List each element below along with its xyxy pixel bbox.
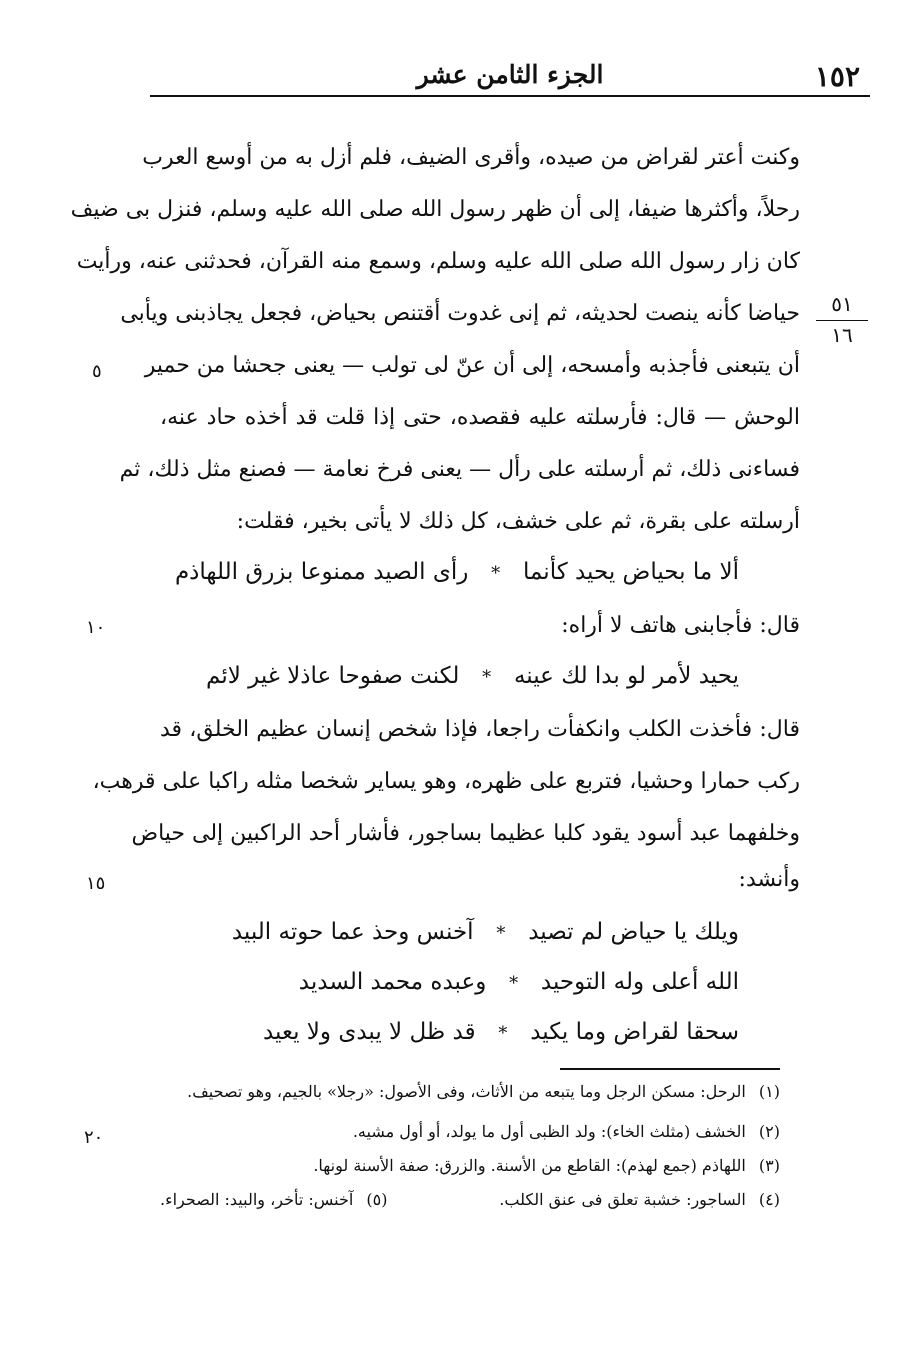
footnote-5-number: (٥) xyxy=(366,1190,388,1209)
page-header xyxy=(150,58,870,96)
header-rule xyxy=(150,95,870,97)
margin-reference-bottom: ١٦ xyxy=(831,323,853,347)
verse-1 xyxy=(175,550,739,596)
verse-2-left-hemistich: لكنت صفوحا عاذلا غير لائم xyxy=(206,663,460,689)
verse-separator: * xyxy=(509,973,519,994)
verse-separator: * xyxy=(496,923,506,944)
margin-reference xyxy=(812,292,872,349)
verse-5 xyxy=(263,1010,739,1056)
footnote-5-text: آخنس: تأخر، والبيد: الصحراء. xyxy=(160,1190,354,1209)
body-line-13: وأنشد: xyxy=(738,867,800,892)
body-line-12: وخلفهما عبد أسود يقود كلبا عظيما بساجور، فأشار أحد الراكبين إلى حياض xyxy=(131,821,800,846)
verse-1-right-hemistich: ألا ما بحياض يحيد كأنما xyxy=(522,559,739,585)
verse-separator: * xyxy=(498,1023,508,1044)
body-line-3: كان زار رسول الله صلى الله عليه وسلم، وسمع منه القرآن، فحدثنى عنه، ورأيت xyxy=(76,249,800,274)
body-line-2: رحلاً، وأكثرها ضيفا، إلى أن ظهر رسول الله صلى الله عليه وسلم، فنزل بى ضيف xyxy=(70,197,800,222)
verse-3-right-hemistich: ويلك يا حياض لم تصيد xyxy=(528,919,739,945)
body-line-4: حياضا كأنه ينصت لحديثه، ثم إنى غدوت أقتنص بحياض، فجعل يجاذبنى ويأبى xyxy=(120,301,800,326)
footnote-2-number: (٢) xyxy=(758,1122,780,1141)
footnote-3-text: اللهاذم (جمع لهذم): القاطع من الأسنة. والزرق: صفة الأسنة لونها. xyxy=(313,1156,746,1175)
body-line-11: ركب حمارا وحشيا، فتربع على ظهره، وهو يساير شخصا مثله راكبا على قرهب، xyxy=(92,769,800,794)
line-number-20: ٢٠ xyxy=(84,1127,104,1148)
verse-3 xyxy=(232,910,739,956)
margin-reference-top: ٥١ xyxy=(831,292,853,316)
footnote-2-text: الخشف (مثلث الخاء): ولد الظبى أول ما يولد، أو أول مشيه. xyxy=(352,1122,746,1141)
body-line-8: أرسلته على بقرة، ثم على خشف، كل ذلك لا يأتى بخير، فقلت: xyxy=(236,509,800,534)
line-number-10: ١٠ xyxy=(86,617,106,638)
verse-4-right-hemistich: الله أعلى وله التوحيد xyxy=(540,969,739,995)
verse-3-left-hemistich: آخنس وحذ عما حوته البيد xyxy=(231,919,474,945)
verse-4 xyxy=(299,960,739,1006)
body-line-6: الوحش — قال: فأرسلته عليه فقصده، حتى إذا قلت قد أخذه حاد عنه، xyxy=(160,405,800,430)
footnote-4 xyxy=(499,1186,780,1214)
margin-reference-rule xyxy=(816,320,868,321)
footnote-4-text: الساجور: خشبة تعلق فى عنق الكلب. xyxy=(499,1190,746,1209)
body-line-5: أن يتبعنى فأجذبه وأمسحه، إلى أن عنّ لى تولب — يعنى جحشا من حمير xyxy=(144,353,800,378)
footnote-1-number: (١) xyxy=(758,1082,780,1101)
page-number: ١٥٢ xyxy=(814,60,860,93)
verse-5-left-hemistich: قد ظل لا يبدى ولا يعيد xyxy=(262,1019,476,1045)
verse-separator: * xyxy=(491,563,501,584)
footnote-1 xyxy=(160,1078,780,1106)
body-line-7: فساءنى ذلك، ثم أرسلته على رأل — يعنى فرخ نعامة — فصنع مثل ذلك، ثم xyxy=(119,457,800,482)
body-line-1: وكنت أعتر لقراض من صيده، وأقرى الضيف، فلم أزل به من أوسع العرب xyxy=(142,145,800,170)
body-line-9: قال: فأجابنى هاتف لا أراه: xyxy=(561,613,800,638)
verse-separator: * xyxy=(482,667,492,688)
footnote-2 xyxy=(160,1118,780,1146)
footnote-4-number: (٤) xyxy=(758,1190,780,1209)
footnote-5 xyxy=(160,1186,388,1214)
verse-1-left-hemistich: رأى الصيد ممنوعا بزرق اللهاذم xyxy=(174,559,469,585)
footnote-3 xyxy=(160,1152,780,1180)
footnote-1-text: الرحل: مسكن الرجل وما يتبعه من الأثاث، وفى الأصول: «رجلا» بالجيم، وهو تصحيف. xyxy=(187,1082,746,1101)
footnote-3-number: (٣) xyxy=(758,1156,780,1175)
verse-2 xyxy=(206,654,739,700)
body-line-10: قال: فأخذت الكلب وانكفأت راجعا، فإذا شخص إنسان عظيم الخلق، قد xyxy=(160,717,800,742)
line-number-15: ١٥ xyxy=(86,873,106,894)
running-title: الجزء الثامن عشر xyxy=(416,60,604,89)
line-number-5: ٥ xyxy=(92,361,102,382)
verse-2-right-hemistich: يحيد لأمر لو بدا لك عينه xyxy=(513,663,739,689)
verse-5-right-hemistich: سحقا لقراض وما يكيد xyxy=(530,1019,739,1045)
footnote-rule xyxy=(560,1068,780,1070)
verse-4-left-hemistich: وعبده محمد السديد xyxy=(298,969,487,995)
